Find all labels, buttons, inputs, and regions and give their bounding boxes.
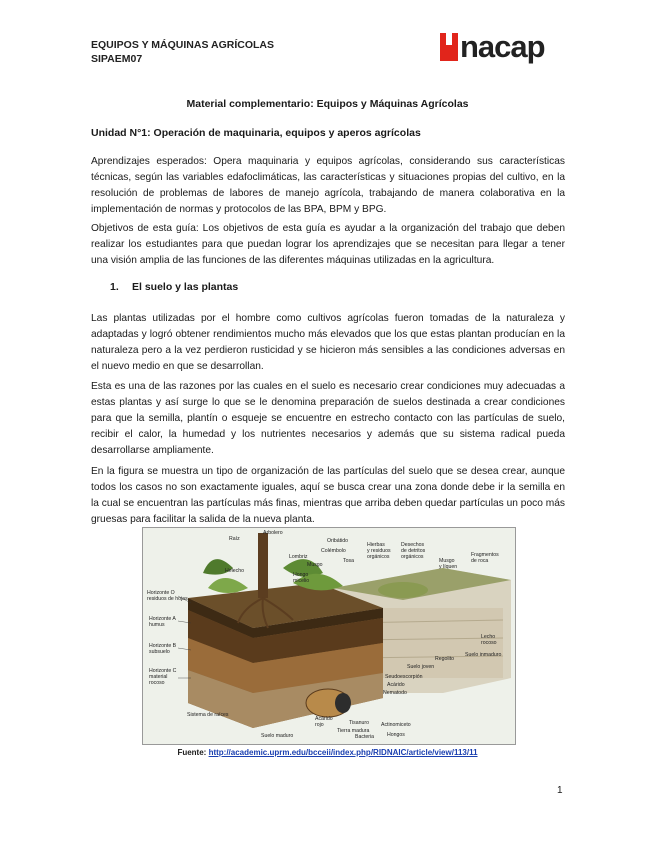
label-horizonte-a: Horizonte A humus <box>149 616 176 628</box>
label-musgo: Musgo <box>307 562 323 568</box>
figure-source <box>0 748 655 757</box>
document-title: Material complementario: Equipos y Máquinas Agrícolas <box>186 98 469 110</box>
source-label: Fuente: <box>177 748 207 757</box>
label-horizonte-o: Horizonte O residuos de hojas <box>147 590 188 602</box>
label-hierbas: Hierbas y residuos orgánicos <box>367 542 391 560</box>
logo-wordmark: nacap <box>460 29 545 64</box>
label-tosa: Tosa <box>343 558 354 564</box>
label-lecho-rocoso: Lecho rocoso <box>481 634 497 646</box>
inacap-logo <box>440 29 560 64</box>
label-nematodo: Nematodo <box>383 690 407 696</box>
label-tierra-madura: Tierra madura <box>337 728 370 734</box>
section-number: 1. <box>110 281 119 293</box>
label-arbolero: Arbolero <box>263 530 283 536</box>
label-lombriz: Lombriz <box>289 554 308 560</box>
label-suelo-joven: Suelo joven <box>407 664 435 670</box>
unit-heading: Unidad N°1: Operación de maquinaria, equipos y aperos agrícolas <box>91 127 421 139</box>
label-desechos: Desechos de detritos orgánicos <box>401 542 426 560</box>
soil-profile-figure <box>142 527 516 745</box>
label-regolito: Regolito <box>435 656 455 662</box>
header-course <box>91 38 274 66</box>
section-heading <box>110 281 238 293</box>
label-raiz: Raíz <box>229 536 240 542</box>
label-horizonte-b: Horizonte B subsuelo <box>149 643 177 655</box>
label-sistema-raices: Sistema de raíces <box>187 712 229 718</box>
label-actinomiceto: Actinomiceto <box>381 722 411 728</box>
page-number: 1 <box>557 785 563 796</box>
paragraph-learning-outcomes: Aprendizajes esperados: Opera maquinaria y equipos agrícolas, considerando sus características técnicas, según las variables edafoclimáticas, las características y situaciones propias del cultivo, en la resolución de problemas de labores de manejo agrícola, trabajando de manera colaborativa en la implementación de normas y protocolos de las BPA, BPM y BPG. <box>91 156 565 215</box>
label-musgo-liquen: Musgo y líquen <box>439 558 458 570</box>
label-oribatido: Oribátido <box>327 538 349 544</box>
section-title: El suelo y las plantas <box>132 281 239 293</box>
label-helecho: Helecho <box>225 568 245 574</box>
label-tisanuro: Tisanuro <box>349 720 369 726</box>
label-hongo-micelio: Hongo micelio <box>293 572 310 584</box>
label-hongos: Hongos <box>387 732 405 738</box>
label-bacteria: Bacteria <box>355 734 375 740</box>
paragraph-reasons: Esta es una de las razones por las cuales en el suelo es necesario crear condiciones muy adecuadas a estas plantas y así surge lo que se le denomina preparación de suelos destinada a crear condiciones para que la semilla, plantín o esqueje se encuentre en estrecho contacto con las partículas de suelo, recibir el calor, la humedad y los nutrientes necesarios y además que su sistema radical pueda desarrollarse ampliamente. <box>91 381 565 456</box>
inacap-logo-mark-icon <box>440 33 458 61</box>
label-fragmentos-roca: Fragmentos de roca <box>471 552 499 564</box>
paragraph-objectives: Objetivos de esta guía: Los objetivos de esta guía es ayudar a la organización del trabajo que deben realizar los estudiantes para que puedan lograr los aprendizajes que se necesitan para llegar a tener una visión amplia de las funciones de las diferentes máquinas utilizadas en la agricultura. <box>91 223 565 266</box>
course-code: SIPAEM07 <box>91 53 143 65</box>
label-acarido: Acárido <box>387 682 405 688</box>
paragraph-plants: Las plantas utilizadas por el hombre como cultivos agrícolas fueron tomadas de la naturaleza y adaptadas y logró obtener rendimientos mucho más elevados que los que estas plantan producían en la naturaleza pero a la vez perdieron rusticidad y se hicieron más sensibles a las condiciones adversas en el nuevo medio en que se desarrollan. <box>91 313 565 372</box>
label-horizonte-c: Horizonte C material rocoso <box>149 668 177 686</box>
label-suelo-maduro: Suelo maduro <box>261 733 294 739</box>
label-acarido-rojo: Acárido rojo <box>315 716 333 728</box>
label-seudoescorpion: Seudoescorpión <box>385 674 423 680</box>
course-title: EQUIPOS Y MÁQUINAS AGRÍCOLAS <box>91 39 274 51</box>
label-suelo-inmaduro: Suelo inmaduro <box>465 652 502 658</box>
paragraph-figure-intro: En la figura se muestra un tipo de organización de las partículas del suelo que se desea crear, aunque todos los casos no son exactamente iguales, aquí se busca crear una zona donde debe ir la semilla en la cual se encuentran las partículas más finas, mientras que arriba deben quedar partículas un poco más gruesas para facilitar la salida de la nueva planta. <box>91 466 565 525</box>
source-link[interactable]: http://academic.uprm.edu/bcceii/index.php/RIDNAIC/article/view/113/11 <box>208 748 478 757</box>
label-colembolo: Colémbolo <box>321 548 346 554</box>
